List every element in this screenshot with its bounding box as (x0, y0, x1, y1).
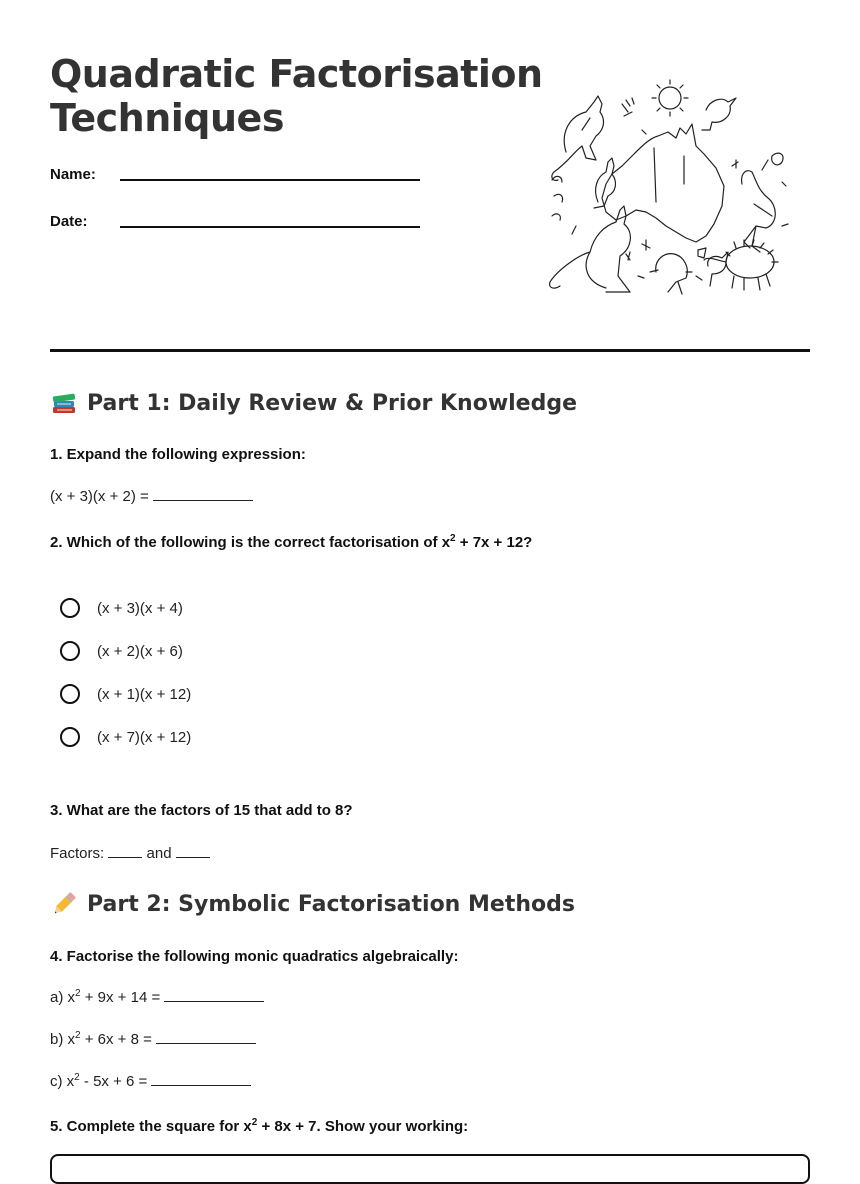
books-icon (50, 389, 78, 417)
q2-option-label: (x + 1)(x + 12) (97, 685, 192, 703)
q3-answer-row (50, 844, 210, 862)
q2-prompt-text: 2. Which of the following is the correct factorisation of x (50, 534, 451, 551)
q4-item-b (50, 1030, 256, 1048)
q4-a-blank[interactable] (164, 988, 264, 1002)
q2-option-b[interactable] (60, 641, 183, 661)
q5-prompt-text-end: + 8x + 7. Show your working: (257, 1118, 469, 1135)
q2-prompt-sup: 2 (450, 533, 456, 544)
q2-prompt (50, 534, 532, 551)
q4-item-sup: 2 (75, 988, 81, 999)
q2-option-label: (x + 3)(x + 4) (97, 599, 183, 617)
date-label: Date: (50, 213, 88, 230)
name-field (50, 166, 96, 183)
q2-option-d[interactable] (60, 727, 191, 747)
q3-factors-label: Factors: (50, 845, 105, 862)
q4-item-a (50, 988, 264, 1006)
q2-prompt-text-end: + 7x + 12? (455, 534, 533, 551)
part2-title: Part 2: Symbolic Factorisation Methods (87, 891, 575, 917)
q4-item-suffix: + 6x + 8 = (80, 1031, 152, 1048)
q4-item-c (50, 1072, 251, 1090)
radio-circle-icon[interactable] (60, 641, 80, 661)
q1-expression: (x + 3)(x + 2) = (50, 488, 149, 505)
date-field (50, 213, 88, 230)
q4-item-suffix: - 5x + 6 = (79, 1073, 148, 1090)
name-label: Name: (50, 166, 96, 183)
australia-animals-illustration-icon (546, 76, 792, 298)
title-line-1: Quadratic Factorisation (50, 52, 543, 96)
q2-option-c[interactable] (60, 684, 191, 704)
q5-working-box[interactable] (50, 1154, 810, 1184)
page-title (50, 52, 543, 140)
q3-factor1-blank[interactable] (108, 844, 142, 858)
part1-heading (50, 389, 577, 417)
date-line[interactable] (120, 226, 420, 228)
q1-prompt: 1. Expand the following expression: (50, 446, 306, 463)
part2-heading (50, 890, 575, 918)
q2-option-label: (x + 2)(x + 6) (97, 642, 183, 660)
header-divider (50, 349, 810, 352)
title-line-2: Techniques (50, 96, 284, 140)
q4-c-blank[interactable] (151, 1072, 251, 1086)
q2-option-a[interactable] (60, 598, 183, 618)
q1-answer-row (50, 487, 253, 505)
q5-prompt (50, 1118, 468, 1135)
q4-prompt: 4. Factorise the following monic quadratics algebraically: (50, 948, 459, 965)
q3-and-label: and (146, 845, 172, 862)
q3-prompt: 3. What are the factors of 15 that add to 8? (50, 802, 353, 819)
q3-factor2-blank[interactable] (176, 844, 210, 858)
q4-item-prefix: a) x (50, 989, 76, 1006)
q4-item-prefix: b) x (50, 1031, 76, 1048)
part1-title: Part 1: Daily Review & Prior Knowledge (87, 390, 578, 416)
radio-circle-icon[interactable] (60, 684, 80, 704)
q5-prompt-text: 5. Complete the square for x (50, 1118, 252, 1135)
q4-item-prefix: c) x (50, 1073, 75, 1090)
q4-b-blank[interactable] (156, 1030, 256, 1044)
radio-circle-icon[interactable] (60, 727, 80, 747)
pencil-icon (50, 890, 78, 918)
q5-prompt-sup: 2 (251, 1117, 258, 1128)
q4-item-sup: 2 (75, 1030, 81, 1041)
radio-circle-icon[interactable] (60, 598, 80, 618)
name-line[interactable] (120, 179, 420, 181)
q4-item-suffix: + 9x + 14 = (80, 989, 161, 1006)
q4-item-sup: 2 (74, 1072, 80, 1083)
q1-answer-blank[interactable] (153, 487, 253, 501)
q2-option-label: (x + 7)(x + 12) (97, 728, 192, 746)
